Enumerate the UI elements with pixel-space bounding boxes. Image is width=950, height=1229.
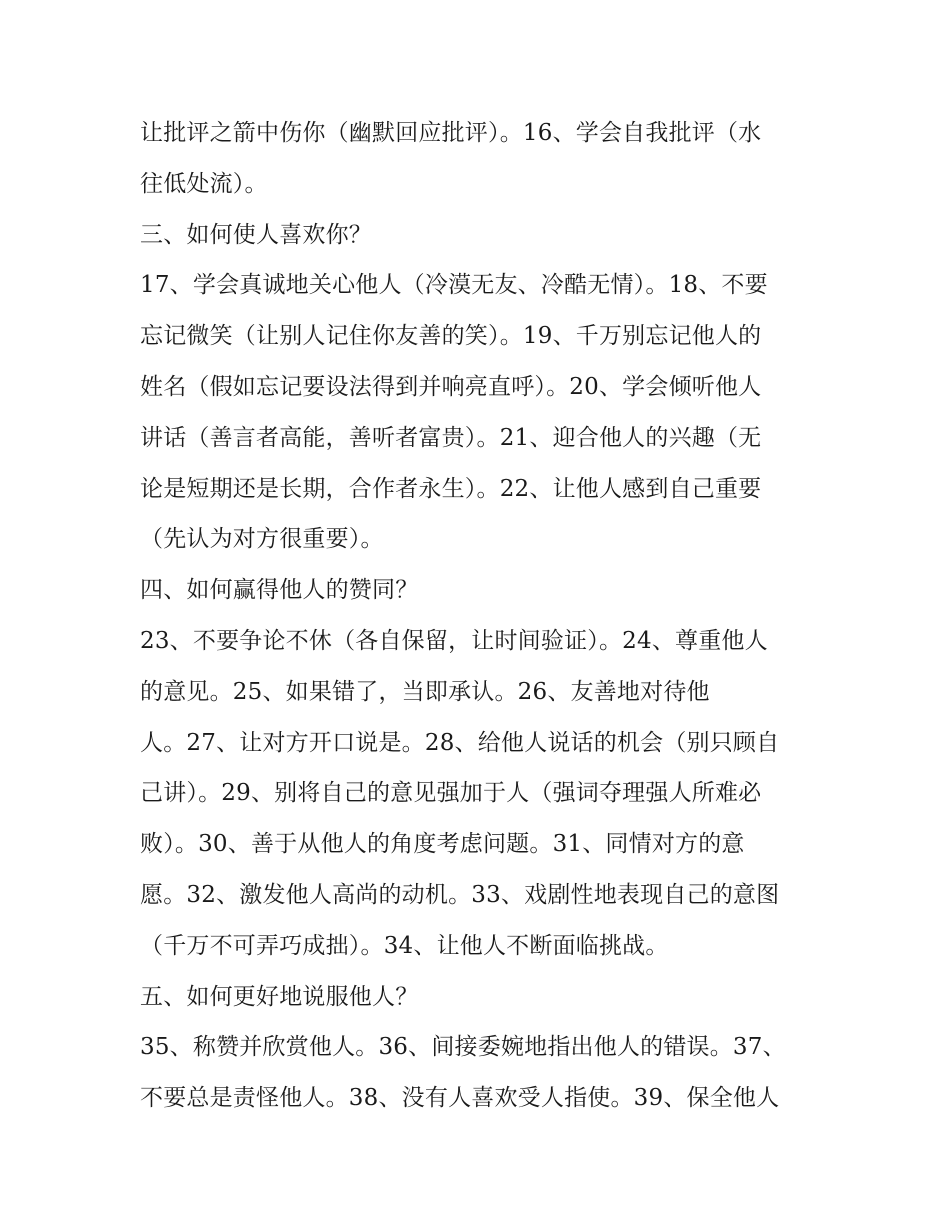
text-line: 不要总是责怪他人。38、没有人喜欢受人指使。39、保全他人 bbox=[140, 1085, 780, 1112]
section-heading: 五、如何更好地说服他人？ bbox=[140, 983, 419, 1010]
text-line: 败）。30、善于从他人的角度考虑问题。31、同情对方的意 bbox=[140, 831, 745, 858]
text-line: 愿。32、激发他人高尚的动机。33、戏剧性地表现自己的意图 bbox=[140, 881, 780, 908]
text-line: 己讲）。29、别将自己的意见强加于人（强词夺理强人所难必 bbox=[140, 780, 762, 807]
section-heading: 四、如何赢得他人的赞同？ bbox=[140, 577, 419, 604]
text-line: 35、称赞并欣赏他人。36、间接委婉地指出他人的错误。37、 bbox=[140, 1034, 786, 1061]
text-line: 让批评之箭中伤你（幽默回应批评）。16、学会自我批评（水 bbox=[140, 120, 762, 146]
text-line: 讲话（善言者高能，善听者富贵）。21、迎合他人的兴趣（无 bbox=[140, 424, 762, 451]
text-line: 忘记微笑（让别人记住你友善的笑）。19、千万别忘记他人的 bbox=[140, 323, 762, 350]
text-line: 论是短期还是长期，合作者永生）。22、让他人感到自己重要 bbox=[140, 475, 762, 502]
section-heading: 三、如何使人喜欢你？ bbox=[140, 221, 372, 248]
text-line: （先认为对方很重要）。 bbox=[140, 526, 384, 553]
text-line: 姓名（假如忘记要设法得到并响亮直呼）。20、学会倾听他人 bbox=[140, 373, 762, 400]
text-line: 人。27、让对方开口说是。28、给他人说话的机会（别只顾自 bbox=[140, 729, 780, 756]
text-line: 23、不要争论不休（各自保留，让时间验证）。24、尊重他人 bbox=[140, 627, 768, 654]
text-line: （千万不可弄巧成拙）。34、让他人不断面临挑战。 bbox=[140, 932, 669, 959]
text-line: 的意见。25、如果错了，当即承认。26、友善地对待他 bbox=[140, 678, 710, 705]
document-body bbox=[140, 108, 820, 1124]
text-line: 往低处流）。 bbox=[140, 170, 268, 197]
text-line: 17、学会真诚地关心他人（冷漠无友、冷酷无情）。18、不要 bbox=[140, 272, 768, 299]
